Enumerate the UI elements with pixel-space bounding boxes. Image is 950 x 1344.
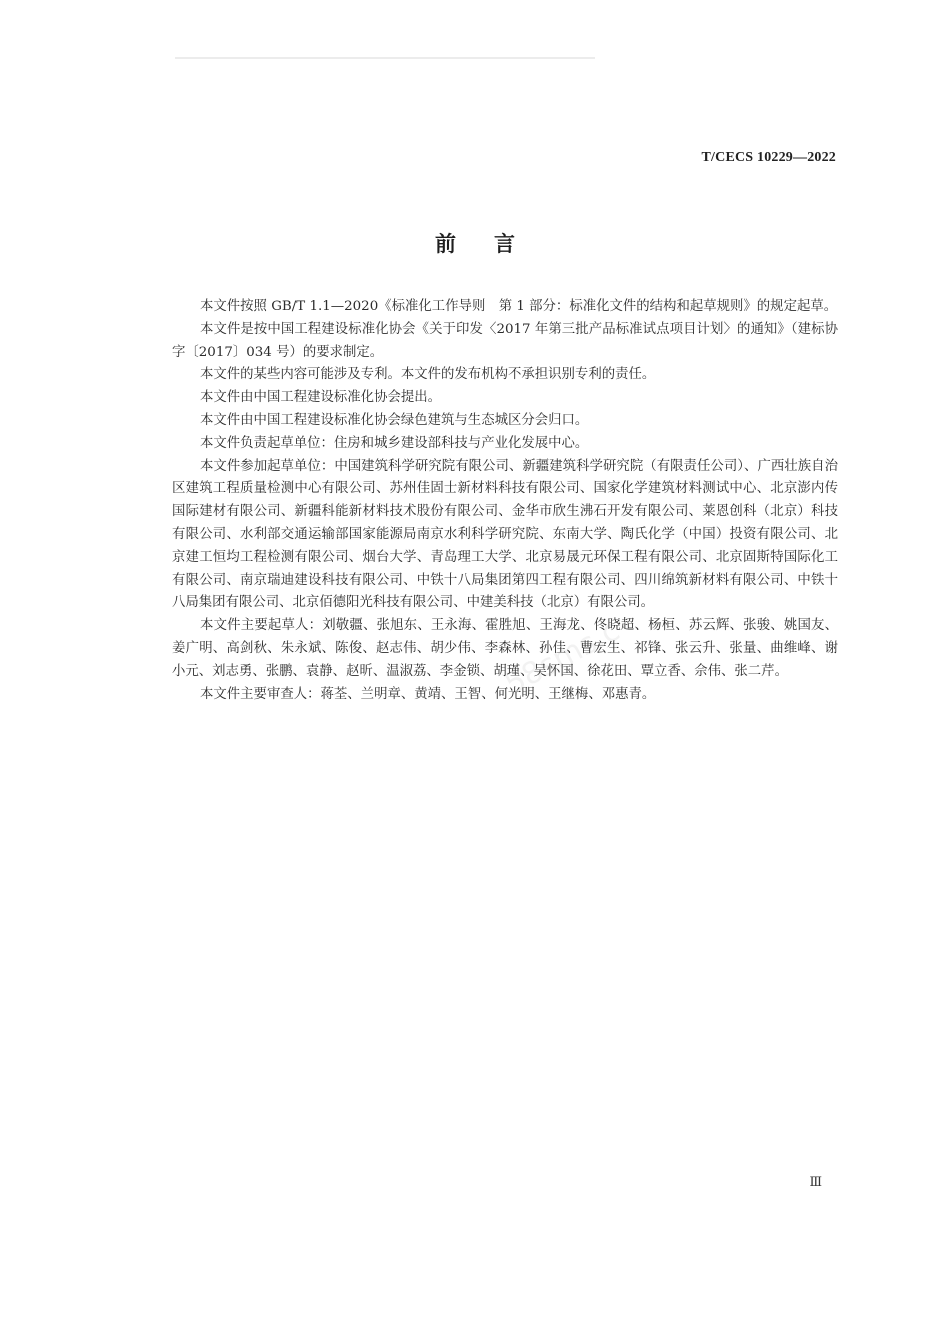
paragraph-reviewers: 本文件主要审查人：蒋荃、兰明章、黄靖、王智、何光明、王继梅、邓惠青。 bbox=[200, 686, 656, 702]
paragraph-drafting-rules: 本文件按照 GB/T 1.1—2020《标准化工作导则 第 1 部分：标准化文件的结构和起草规则》的规定起草。 bbox=[200, 299, 838, 314]
standard-code: T/CECS 10229—2022 bbox=[701, 150, 836, 165]
paragraph-basis: 本文件是按中国工程建设标准化协会《关于印发〈2017 年第三批产品标准试点项目计划〉的通知》（建标协字〔2017〕034 号）的要求制定。 bbox=[172, 321, 838, 360]
paragraph-patent: 本文件的某些内容可能涉及专利。本文件的发布机构不承担识别专利的责任。 bbox=[200, 367, 656, 383]
paragraph-participating-units: 本文件参加起草单位：中国建筑科学研究院有限公司、新疆建筑科学研究院（有限责任公司）、广西壮族自治区建筑工程质量检测中心有限公司、苏州佳固士新材料科技有限公司、国家化学建筑材料测试中心、北京澎内传国际建材有限公司、新疆科能新材料技术股份有限公司、金华市欣生沸石开发有限公司、莱恩创科（北京）科技有限公司、水利部交通运输部国家能源局南京水利科学研究院、东南大学、陶氏化学（中国）投资有限公司、北京建工恒均工程检测有限公司、烟台大学、青岛理工大学、北京易晟元环保工程有限公司、北京固斯特国际化工有限公司、南京瑞迪建设科技有限公司、中铁十八局集团第四工程有限公司、四川绵筑新材料有限公司、中铁十八局集团有限公司、北京佰德阳光科技有限公司、中建美科技（北京）有限公司。 bbox=[172, 458, 838, 611]
page-title: 前言 bbox=[435, 232, 553, 256]
scan-artifact-line bbox=[175, 57, 595, 59]
watermark: 58sms.c bbox=[499, 612, 626, 703]
paragraph-main-drafters: 本文件主要起草人：刘敬疆、张旭东、王永海、霍胜旭、王海龙、佟晓超、杨桓、苏云辉、张骏、姚国友、姜广明、高剑秋、朱永斌、陈俊、赵志伟、胡少伟、李森林、孙佳、曹宏生、祁锋、张云升、张量、曲维峰、谢小元、刘志勇、张鹏、袁静、赵昕、温淑荔、李金锁、胡瑾、吴怀国、徐花田、覃立香、佘伟、张二芹。 bbox=[172, 618, 838, 679]
paragraph-proposer: 本文件由中国工程建设标准化协会提出。 bbox=[200, 390, 442, 406]
page-number: Ⅲ bbox=[809, 1174, 822, 1189]
paragraph-administrator: 本文件由中国工程建设标准化协会绿色建筑与生态城区分会归口。 bbox=[200, 412, 589, 428]
foreword-body bbox=[172, 296, 838, 706]
paragraph-lead-drafter: 本文件负责起草单位：住房和城乡建设部科技与产业化发展中心。 bbox=[200, 435, 589, 451]
